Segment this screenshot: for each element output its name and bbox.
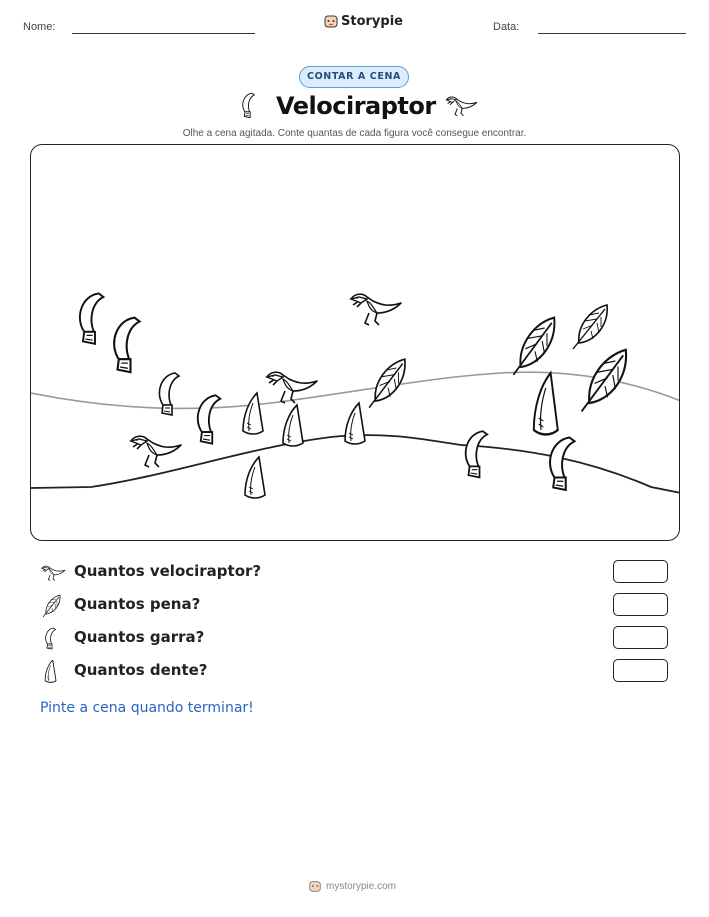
claw-figure xyxy=(114,318,139,373)
claw-icon xyxy=(236,92,262,120)
velociraptor-icon xyxy=(444,92,478,120)
coloring-instruction: Pinte a cena quando terminar! xyxy=(40,700,254,716)
tooth-figure xyxy=(283,405,303,446)
storypie-logo-icon xyxy=(323,13,339,29)
tooth-figure xyxy=(245,457,265,498)
storypie-logo-icon xyxy=(308,879,322,893)
answer-box-dente[interactable] xyxy=(613,659,668,682)
site-url[interactable]: mystorypie.com xyxy=(326,881,397,892)
feather-figure xyxy=(582,350,626,412)
claw-figure xyxy=(198,395,221,443)
claw-figure xyxy=(80,293,103,343)
question-row-dente xyxy=(40,659,670,685)
brand-name: Storypie xyxy=(341,14,403,29)
instructions: Olhe a cena agitada. Conte quantas de cada figura você consegue encontrar. xyxy=(182,128,527,139)
tooth-icon xyxy=(40,660,66,684)
claw-icon xyxy=(40,627,66,651)
feather-figure xyxy=(513,318,554,375)
date-label: Data: xyxy=(493,21,520,33)
feather-figure xyxy=(369,359,405,407)
velociraptor-figure xyxy=(131,436,181,467)
page-title: Velociraptor xyxy=(276,92,436,120)
activity-badge: CONTAR A CENA xyxy=(299,66,409,88)
question-text: Quantos garra? xyxy=(74,628,205,646)
feather-icon xyxy=(40,594,66,618)
answer-box-garra[interactable] xyxy=(613,626,668,649)
counting-scene xyxy=(30,144,680,541)
tooth-figure xyxy=(534,373,558,435)
question-text: Quantos pena? xyxy=(74,595,201,613)
name-label: Nome: xyxy=(23,21,56,33)
name-field-line[interactable] xyxy=(72,33,255,34)
question-row-velociraptor xyxy=(40,560,670,586)
question-row-pena xyxy=(40,593,670,619)
velociraptor-figure xyxy=(351,294,401,325)
tooth-figure xyxy=(345,403,365,444)
claw-figure xyxy=(550,438,574,491)
velociraptor-icon xyxy=(40,561,66,585)
date-field-line[interactable] xyxy=(538,33,686,34)
tooth-figure xyxy=(243,393,263,434)
answer-box-velociraptor[interactable] xyxy=(613,560,668,583)
answer-box-pena[interactable] xyxy=(613,593,668,616)
question-text: Quantos dente? xyxy=(74,661,208,679)
question-text: Quantos velociraptor? xyxy=(74,562,262,580)
question-row-garra xyxy=(40,626,670,652)
claw-figure xyxy=(466,431,488,477)
feather-figure xyxy=(573,305,607,349)
